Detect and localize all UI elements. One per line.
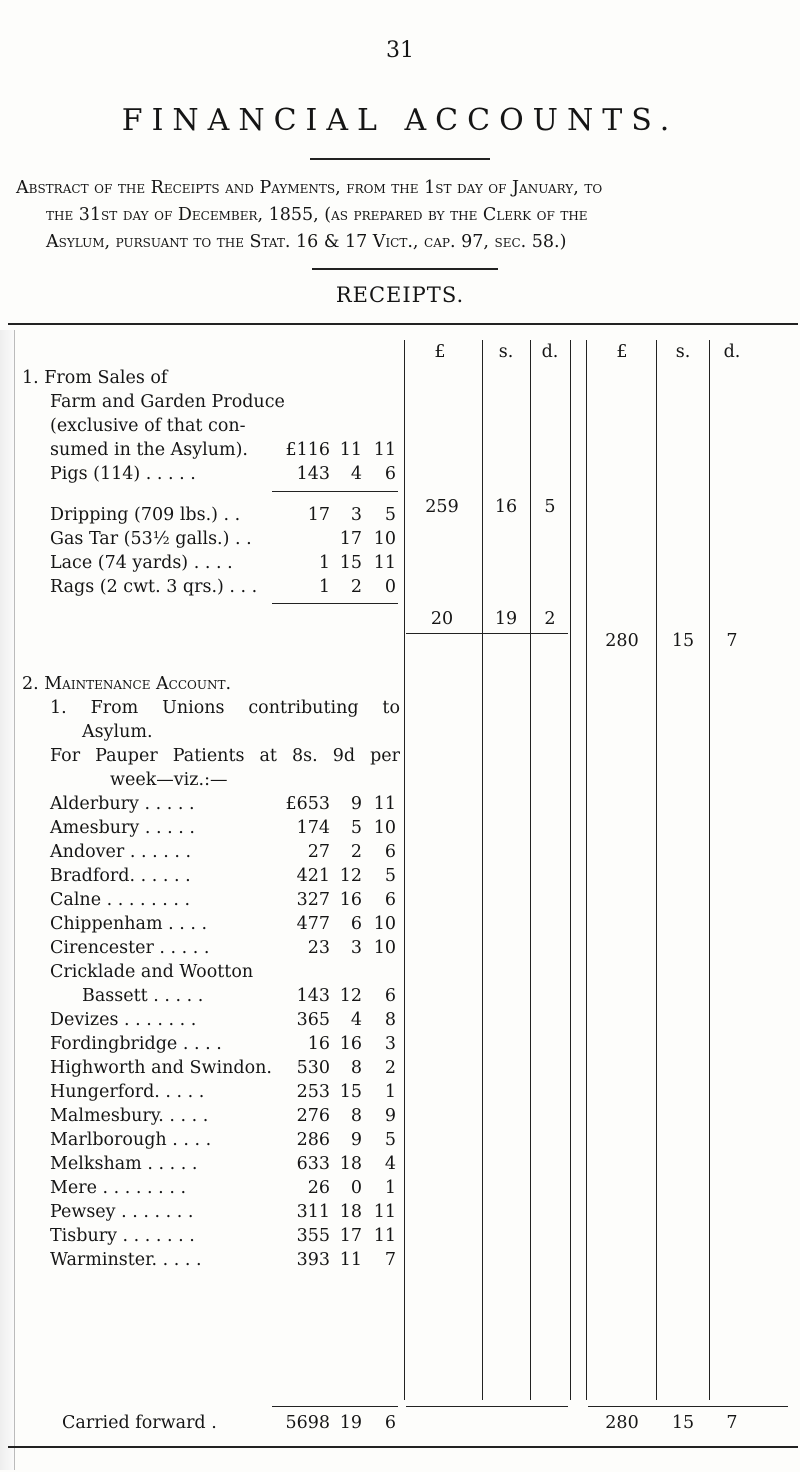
carried-total-pounds: 280 (605, 1413, 639, 1433)
carried-pence: 6 (384, 1413, 396, 1433)
union-name: Cirencester . . . . . (50, 938, 210, 958)
column-rule (570, 340, 571, 1400)
amount-shillings: 11 (339, 440, 362, 460)
column-rule (656, 340, 657, 1400)
union-shillings: 2 (350, 842, 362, 862)
header-shillings-total: s. (675, 342, 691, 362)
amount-shillings: 15 (339, 553, 362, 573)
union-name: Pewsey . . . . . . . (50, 1202, 194, 1222)
subtotal-shillings: 19 (494, 609, 518, 629)
union-pounds: 355 (296, 1226, 330, 1246)
abstract-rule (312, 268, 498, 270)
table-top-rule (8, 323, 798, 325)
section2-heading: 2. Maintenance Account. (22, 674, 232, 694)
table-bottom-rule (8, 1446, 798, 1448)
union-name: Highworth and Swindon. (50, 1058, 272, 1078)
union-shillings: 8 (350, 1058, 362, 1078)
amount-pounds: 1 (318, 553, 330, 573)
subtotal-pence: 5 (544, 497, 556, 517)
header-pence: d. (541, 342, 559, 362)
subtotal-pounds: 259 (425, 497, 459, 517)
sum-rule (588, 1406, 788, 1407)
union-shillings: 16 (339, 890, 362, 910)
carried-forward-label: Carried forward . (62, 1413, 217, 1433)
union-pounds: 530 (296, 1058, 330, 1078)
union-shillings: 17 (339, 1226, 362, 1246)
column-rule (404, 340, 405, 1400)
carried-total-pence: 7 (726, 1413, 738, 1433)
subtotal-shillings: 16 (494, 497, 518, 517)
union-shillings: 11 (339, 1250, 362, 1270)
union-pence: 7 (384, 1250, 396, 1270)
title-rule (310, 158, 490, 160)
header-pounds: £ (434, 342, 446, 362)
union-pence: 9 (384, 1106, 396, 1126)
union-name: Andover . . . . . . (50, 842, 192, 862)
union-pence: 5 (384, 866, 396, 886)
union-pounds: 393 (296, 1250, 330, 1270)
union-shillings: 0 (350, 1178, 362, 1198)
header-pence-total: d. (723, 342, 741, 362)
sum-rule (272, 491, 398, 492)
amount-shillings: 3 (350, 505, 362, 525)
union-pounds: 365 (296, 1010, 330, 1030)
union-pence: 1 (384, 1178, 396, 1198)
union-pence: 10 (373, 818, 396, 838)
union-pounds: 633 (296, 1154, 330, 1174)
union-shillings: 6 (350, 914, 362, 934)
header-pounds-total: £ (616, 342, 628, 362)
union-pounds: 477 (296, 914, 330, 934)
column-rule (586, 340, 587, 1400)
section-title: RECEIPTS. (335, 283, 465, 307)
union-pence: 1 (384, 1082, 396, 1102)
abstract-line-3: Asylum, pursuant to the Stat. 16 & 17 Vict., cap. 97, sec. 58.) (46, 232, 567, 252)
union-name: Calne . . . . . . . . (50, 890, 191, 910)
amount-shillings: 4 (350, 464, 362, 484)
union-pence: 11 (373, 1202, 396, 1222)
abstract-line-1: Abstract of the Receipts and Payments, from the 1st day of January, to (16, 178, 603, 198)
union-pounds: 143 (296, 986, 330, 1006)
union-name: Chippenham . . . . (50, 914, 208, 934)
union-pounds: 286 (296, 1130, 330, 1150)
section1-line: Farm and Garden Produce (50, 392, 285, 412)
amount-shillings: 17 (339, 529, 362, 549)
union-name: Devizes . . . . . . . (50, 1010, 197, 1030)
patients-line: week—viz.:— (110, 770, 228, 790)
amount-pence: 0 (384, 577, 396, 597)
binding-edge (0, 330, 15, 1470)
page-title: FINANCIAL ACCOUNTS. (121, 103, 679, 138)
union-name: Amesbury . . . . . (50, 818, 195, 838)
union-name: Mere . . . . . . . . (50, 1178, 187, 1198)
union-pounds: 174 (296, 818, 330, 838)
item-label: Rags (2 cwt. 3 qrs.) . . . (50, 577, 258, 597)
union-pounds: 311 (296, 1202, 330, 1222)
header-shillings: s. (498, 342, 514, 362)
union-pounds: 421 (296, 866, 330, 886)
union-shillings: 9 (350, 1130, 362, 1150)
union-pounds: 253 (296, 1082, 330, 1102)
amount-shillings: 2 (350, 577, 362, 597)
union-shillings: 15 (339, 1082, 362, 1102)
union-pounds: 26 (307, 1178, 330, 1198)
subtotal-pence: 2 (544, 609, 556, 629)
union-pence: 11 (373, 1226, 396, 1246)
union-pence: 10 (373, 938, 396, 958)
amount-pence: 11 (373, 553, 396, 573)
union-name: Hungerford. . . . . (50, 1082, 205, 1102)
union-name: Tisbury . . . . . . . (50, 1226, 195, 1246)
union-name: Malmesbury. . . . . (50, 1106, 209, 1126)
sum-rule (406, 1406, 568, 1407)
amount-pence: 6 (384, 464, 396, 484)
total-pounds: 280 (605, 631, 639, 651)
section2-subheading: 1. From Unions contributing to (50, 698, 400, 718)
column-rule (709, 340, 710, 1400)
union-shillings: 9 (350, 794, 362, 814)
amount-pounds: 17 (307, 505, 330, 525)
union-name: Marlborough . . . . (50, 1130, 212, 1150)
union-pence: 11 (373, 794, 396, 814)
item-label: Gas Tar (53½ galls.) . . (50, 529, 252, 549)
union-name: Cricklade and Wootton (50, 962, 254, 982)
amount-pence: 11 (373, 440, 396, 460)
union-shillings: 3 (350, 938, 362, 958)
amount-pence: 5 (384, 505, 396, 525)
section1-heading: 1. From Sales of (22, 368, 168, 388)
union-shillings: 18 (339, 1154, 362, 1174)
union-pounds: 327 (296, 890, 330, 910)
abstract-text (16, 175, 791, 256)
page-number: 31 (386, 38, 414, 63)
carried-pounds: 5698 (285, 1413, 330, 1433)
section1-line: sumed in the Asylum). (50, 440, 248, 460)
union-name: Bradford. . . . . . (50, 866, 191, 886)
union-pounds: 27 (307, 842, 330, 862)
union-pence: 8 (384, 1010, 396, 1030)
amount-pounds: 143 (296, 464, 330, 484)
union-pounds: £653 (285, 794, 330, 814)
union-pence: 3 (384, 1034, 396, 1054)
union-shillings: 12 (339, 986, 362, 1006)
union-pence: 6 (384, 890, 396, 910)
union-pounds: 23 (307, 938, 330, 958)
total-pence: 7 (726, 631, 738, 651)
union-name: Fordingbridge . . . . (50, 1034, 222, 1054)
union-pence: 6 (384, 986, 396, 1006)
item-label: Dripping (709 lbs.) . . (50, 505, 241, 525)
sum-rule (406, 633, 568, 634)
abstract-line-2: the 31st day of December, 1855, (as prepared by the Clerk of the (46, 205, 588, 225)
column-rule (482, 340, 483, 1400)
union-shillings: 16 (339, 1034, 362, 1054)
sum-rule (272, 603, 398, 604)
item-label: Lace (74 yards) . . . . (50, 553, 233, 573)
amount-pounds: £116 (285, 440, 330, 460)
patients-line: For Pauper Patients at 8s. 9d per (50, 746, 400, 766)
union-pounds: 276 (296, 1106, 330, 1126)
column-rule (530, 340, 531, 1400)
union-name: Melksham . . . . . (50, 1154, 198, 1174)
union-name: Alderbury . . . . . (50, 794, 195, 814)
section1-line: (exclusive of that con- (50, 416, 246, 436)
union-pence: 10 (373, 914, 396, 934)
union-pounds: 16 (307, 1034, 330, 1054)
union-shillings: 18 (339, 1202, 362, 1222)
union-pence: 4 (384, 1154, 396, 1174)
union-name: Warminster. . . . . (50, 1250, 202, 1270)
pigs-label: Pigs (114) . . . . . (50, 464, 196, 484)
union-shillings: 5 (350, 818, 362, 838)
union-shillings: 8 (350, 1106, 362, 1126)
amount-pounds: 1 (318, 577, 330, 597)
carried-shillings: 19 (339, 1413, 362, 1433)
union-name: Bassett . . . . . (82, 986, 204, 1006)
amount-pence: 10 (373, 529, 396, 549)
union-pence: 5 (384, 1130, 396, 1150)
total-shillings: 15 (671, 631, 695, 651)
union-pence: 2 (384, 1058, 396, 1078)
union-pence: 6 (384, 842, 396, 862)
sum-rule (272, 1406, 398, 1407)
subtotal-pounds: 20 (430, 609, 454, 629)
union-shillings: 12 (339, 866, 362, 886)
carried-total-shillings: 15 (671, 1413, 695, 1433)
union-shillings: 4 (350, 1010, 362, 1030)
section2-subheading: Asylum. (82, 722, 153, 742)
